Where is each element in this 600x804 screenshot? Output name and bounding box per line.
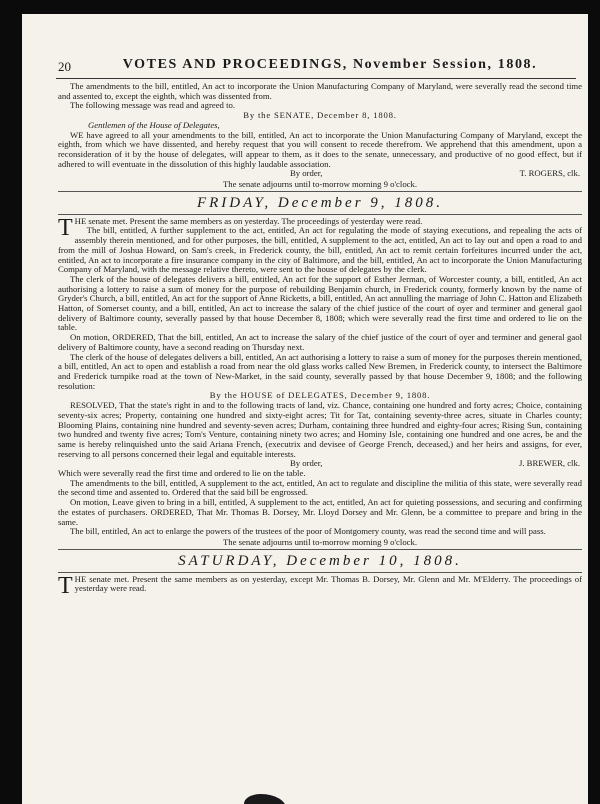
section-rule bbox=[58, 214, 582, 215]
by-order: By order, bbox=[290, 168, 323, 179]
signature-row bbox=[58, 169, 582, 179]
opening-text: HE senate met. Present the same members as on yesterday, except Mr. Thomas B. Dorsey, Mr. Glenn and Mr. M'Elderry. The proceedings of yesterday were read. bbox=[74, 573, 582, 594]
drop-cap: T bbox=[58, 572, 73, 599]
senate-message-body: WE have agreed to all your amendments to the bill, entitled, An act to incorporate the Union Manufacturing Company of Maryland, except the eighth, from which we have dissented, and hereby request that you will consent to recede therefrom. We apprehend that this amendment, upon a reconsideration of it by the house of delegates, will appear to them, as it does to the senate, unnecessary, and productive of no good effect, but if adhered to will eventuate in the dissolution of this highly laudable association. bbox=[58, 129, 582, 169]
running-title: VOTES AND PROCEEDINGS, November Session, 1808. bbox=[122, 57, 538, 72]
senate-by-line: By the SENATE, December 8, 1808. bbox=[243, 110, 397, 121]
adjournment-note: The senate adjourns until to-morrow morning 9 o'clock. bbox=[222, 179, 418, 190]
paragraph: Which were severally read the first time and ordered to lie on the table. bbox=[58, 468, 306, 479]
paragraph: The bill, entitled, An act to enlarge the powers of the trustees of the poor of Montgomery county, was read the second time and will pass. bbox=[70, 526, 546, 537]
resolution: RESOLVED, That the state's right in and to the following tracts of land, viz. Chance, containing one hundred and forty acres; Choice, containing seventy-six acres; Property, containing one hundred and sixty-eight acres; Tit for Tat, containing seventy-three acres, situate in Charles county; Blooming Plains, containing nine hundred and seventy-seven acres; Durham, containing three hundred and eighty-four acres; Rising Sun, containing two hundred and twenty five acres; Tom's Venture, containing ninety two acres; and Hominy Isle, containing one hundred and one acres, be and the same is hereby relinquished unto the said Ariana French, (executrix and devisee of George French, deceased,) and her heirs and assigns, for ever, reserving to all persons concerned their legal and equitable interests. bbox=[58, 400, 582, 459]
section-rule bbox=[58, 191, 582, 192]
document-page bbox=[22, 14, 588, 804]
paragraph: The clerk of the house of delegates delivers a bill, entitled, An act authorising a lottery to raise a sum of money for the purposes therein mentioned, a bill, entitled, An act to open and establish a road from near the old glass works called New Bremen, in Frederick county, to intersect the Baltimore and Frederick turnpike road at the town of New-Market, in the said county, severally passed by that house December 9, 1808; and the following resolution: bbox=[58, 351, 582, 391]
salutation: Gentlemen of the House of Delegates, bbox=[88, 119, 220, 130]
delegates-by-line: By the HOUSE of DELEGATES, December 9, 1808. bbox=[209, 390, 431, 401]
paragraph: On motion, Leave given to bring in a bill, entitled, A supplement to the act, entitled, An act for quieting possessions, and securing and confirming the estates of purchasers. ORDERED, That Mr. Thomas B. Dorsey, Mr. Lloyd Dorsey and Mr. Glenn, be a committee to prepare and bring in the same. bbox=[58, 497, 582, 527]
by-order: By order, bbox=[290, 458, 323, 469]
day-heading-friday: FRIDAY, December 9, 1808. bbox=[196, 194, 444, 211]
header-rule bbox=[56, 78, 576, 79]
clerk-signature: T. ROGERS, clk. bbox=[519, 168, 580, 179]
section-rule bbox=[58, 549, 582, 550]
clerk-signature: J. BREWER, clk. bbox=[518, 458, 580, 469]
paragraph: The clerk of the house of delegates delivers a bill, entitled, An act for the support of Esther Jerman, of Worcester county, a bill, entitled, An act authorising a lottery to raise a sum of money for the purpose of rebuilding Benjamin church, in Frederick county, formerly known by the name of Gryder's Church, a bill, entitled, An act for the support of Anne Ricketts, a bill, entitled, An act annulling the marriage of John C. Hatton and Elizabeth Hatton, of Somerset county, and a bill, entitled, An act to increase the salary of the chief justice of the court of oyer and terminer and general gaol delivery of Baltimore county, severally passed by that house December 8, 1808; which were severally read the first time and ordered to lie on the table. bbox=[58, 273, 582, 333]
paragraph: The amendments to the bill, entitled, An act to incorporate the Union Manufacturing Company of Maryland, were severally read the second time and assented to, except the eighth, which was dissented from. bbox=[58, 81, 582, 101]
paragraph: The amendments to the bill, entitled, A supplement to the act, entitled, An act to regulate and discipline the militia of this state, were severally read the second time and assented to. Ordered that the said bill be engrossed. bbox=[58, 477, 582, 498]
day-heading-saturday: SATURDAY, December 10, 1808. bbox=[178, 552, 462, 569]
paragraph: The following message was read and agreed to. bbox=[70, 100, 236, 111]
adjournment-note: The senate adjourns until to-morrow morning 9 o'clock. bbox=[222, 536, 418, 547]
page-number: 20 bbox=[58, 59, 71, 74]
section-rule bbox=[58, 572, 582, 573]
opening-text: HE senate met. Present the same members as on yesterday. The proceedings of yesterday were read. bbox=[74, 215, 423, 226]
paragraph: The bill, entitled, A further supplement to the act, entitled, An act for regulating the mode of staying executions, and repealing the acts of assembly therein mentioned, and for other purposes, the bill, entitled, A supplement to the act, entitled, An act to lay out and open a road to and from the mill of Joshua Howard, on Sam's creek, in Frederick county, the bill, entitled, An act to remit certain forfeitures incurred under the act, entitled, An act to incorporate a fire insurance company in the city of Baltimore, and the bill, entitled, An act to incorporate the Union Manufacturing Company of Maryland, with the message relative thereto, were sent to the house of delegates by the clerk. bbox=[58, 225, 582, 275]
page-body bbox=[58, 81, 582, 599]
opening-paragraph bbox=[58, 572, 582, 599]
paragraph: On motion, ORDERED, That the bill, entitled, An act to increase the salary of the chief justice of the court of oyer and terminer and general gaol delivery of Baltimore county, have a second reading on Thursday next. bbox=[58, 332, 582, 352]
ink-blot bbox=[244, 794, 286, 804]
drop-cap: T bbox=[58, 214, 73, 241]
